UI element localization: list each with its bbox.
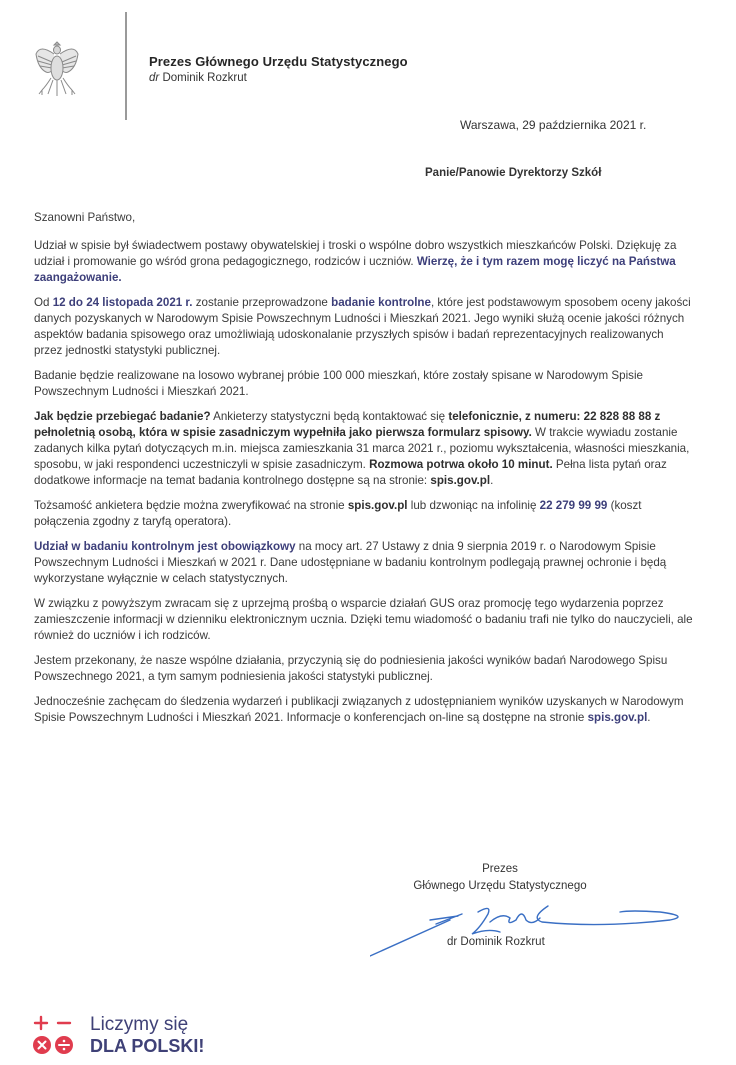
- header-divider: [125, 12, 127, 120]
- text: zostanie przeprowadzone: [192, 296, 332, 309]
- website-link[interactable]: spis.gov.pl: [430, 474, 491, 487]
- paragraph-2: [34, 295, 694, 359]
- text: (koszt połączenia zgodny z taryfą operatora).: [34, 499, 642, 528]
- highlight-survey: badanie kontrolne: [331, 296, 431, 309]
- text: lub dzwoniąc na infolinię: [407, 499, 540, 512]
- text: Udział w spisie był świadectwem postawy obywatelskiej i troski o wspólne dobro wszystkich mieszkańców Polski. Dziękuję za udział i promowanie go wśród grona pedagogicznego, rodziców i uczniów.: [34, 239, 677, 268]
- logo-text-line-1: Liczymy się: [90, 1014, 189, 1035]
- text: .: [647, 711, 651, 724]
- text: Jednocześnie zachęcam do śledzenia wydarzeń i publikacji związanych z udostępnianiem wyników uzyskanych w Narodowym Spisie Powszechnym Ludności i Mieszkań 2021. Informacje o konferencjach on-line są dostępne na stronie: [34, 695, 684, 724]
- bold-duration: Rozmowa potrwa około 10 minut.: [369, 458, 553, 471]
- header-title: Prezes Głównego Urzędu Statystycznego: [149, 54, 408, 69]
- math-symbols-icon: [32, 1014, 80, 1060]
- text: Ankieterzy statystyczni będą kontaktować się: [210, 410, 449, 423]
- letter-date: Warszawa, 29 października 2021 r.: [460, 118, 647, 132]
- website-link[interactable]: spis.gov.pl: [587, 711, 648, 724]
- campaign-logo: [32, 1014, 252, 1060]
- text: Pełna lista pytań oraz dodatkowe informacje na temat badania kontrolnego dostępne są na stronie:: [34, 458, 667, 487]
- text: .: [490, 474, 494, 487]
- hotline-number[interactable]: 22 279 99 99: [539, 499, 608, 512]
- paragraph-7: W związku z powyższym zwracam się z uprzejmą prośbą o wsparcie działań GUS oraz promocję tego wydarzenia poprzez zamieszczenie informacji w dzienniku elektronicznym ucznia. Dzięki temu wiadomość o badaniu trafi nie tylko do nauczycieli, ale również do uczniów i ich rodziców.: [34, 597, 693, 642]
- signature-line-1: Prezes: [482, 863, 518, 875]
- paragraph-3: Badanie będzie realizowane na losowo wybranej próbie 100 000 mieszkań, które zostały spisane w Narodowym Spisie Powszechnym Ludności i Mieszkań 2021.: [34, 369, 644, 398]
- signature-line-2: Głównego Urzędu Statystycznego: [413, 880, 587, 892]
- polish-eagle-emblem-icon: [34, 38, 80, 100]
- website-link[interactable]: spis.gov.pl: [347, 499, 408, 512]
- text: na mocy art. 27 Ustawy z dnia 9 sierpnia 2019 r. o Narodowym Spisie Powszechnym Ludności i Mieszkań w 2021 r. Dane udostępniane w badaniu kontrolnym podlegają prawnej ochronie i będą wykorzystane wyłącznie w celach statystycznych.: [34, 540, 667, 585]
- paragraph-9: [34, 694, 694, 726]
- paragraph-1: [34, 238, 694, 286]
- signature-title: [400, 861, 600, 895]
- paragraph-8: Jestem przekonany, że nasze wspólne działania, przyczynią się do podniesienia jakości wyników badań Narodowego Spisu Powszechnego 2021, a tym samym podniesienia jakości statystyki publicznej.: [34, 654, 668, 683]
- bold-question: Jak będzie przebiegać badanie?: [34, 410, 211, 423]
- text: Od: [34, 296, 53, 309]
- header-name: [149, 72, 247, 84]
- addressee: Panie/Panowie Dyrektorzy Szkół: [425, 167, 602, 179]
- highlight-dates: 12 do 24 listopada 2021 r.: [52, 296, 193, 309]
- name-text: Dominik Rozkrut: [162, 72, 247, 84]
- highlight-mandatory: Udział w badaniu kontrolnym jest obowiązkowy: [34, 540, 296, 553]
- paragraph-6: [34, 539, 694, 587]
- text: , które jest podstawowym sposobem oceny jakości danych pozyskanych w Narodowym Spisie Powszechnym Ludności i Mieszkań 2021. Jego wyniki służą ocenie jakości różnych aspektów badania spisowego oraz umożliwiają udoskonalanie przyszłych spisów i badań reprezentacyjnych realizowanych przez jednostki statystyki publicznej.: [34, 296, 691, 357]
- bold-phone-info: telefonicznie, z numeru: 22 828 88 88 z pełnoletnią osobą, która w spisie zasadniczym wypełniła jako pierwsza formularz spisowy.: [34, 410, 661, 439]
- logo-text-line-2: DLA POLSKI!: [90, 1036, 205, 1056]
- signature-name: dr Dominik Rozkrut: [447, 936, 545, 948]
- text: Tożsamość ankietera będzie można zweryfikować na stronie: [34, 499, 348, 512]
- name-prefix: dr: [149, 72, 160, 84]
- handwritten-signature-icon: [370, 898, 690, 958]
- paragraph-4: [34, 409, 694, 489]
- highlight-text: Wierzę, że i tym razem mogę liczyć na Państwa zaangażowanie.: [34, 255, 676, 284]
- paragraph-5: [34, 498, 694, 530]
- greeting: Szanowni Państwo,: [34, 211, 136, 224]
- letter-body: [34, 210, 694, 735]
- text: W trakcie wywiadu zostanie zadanych kilka pytań dotyczących m.in. miejsca zamieszkania 31 marca 2021 r., poziomu wykształcenia, własności mieszkania, sposobu, w jaki respondenci uczestniczyli w spisie zasadniczym.: [34, 426, 690, 471]
